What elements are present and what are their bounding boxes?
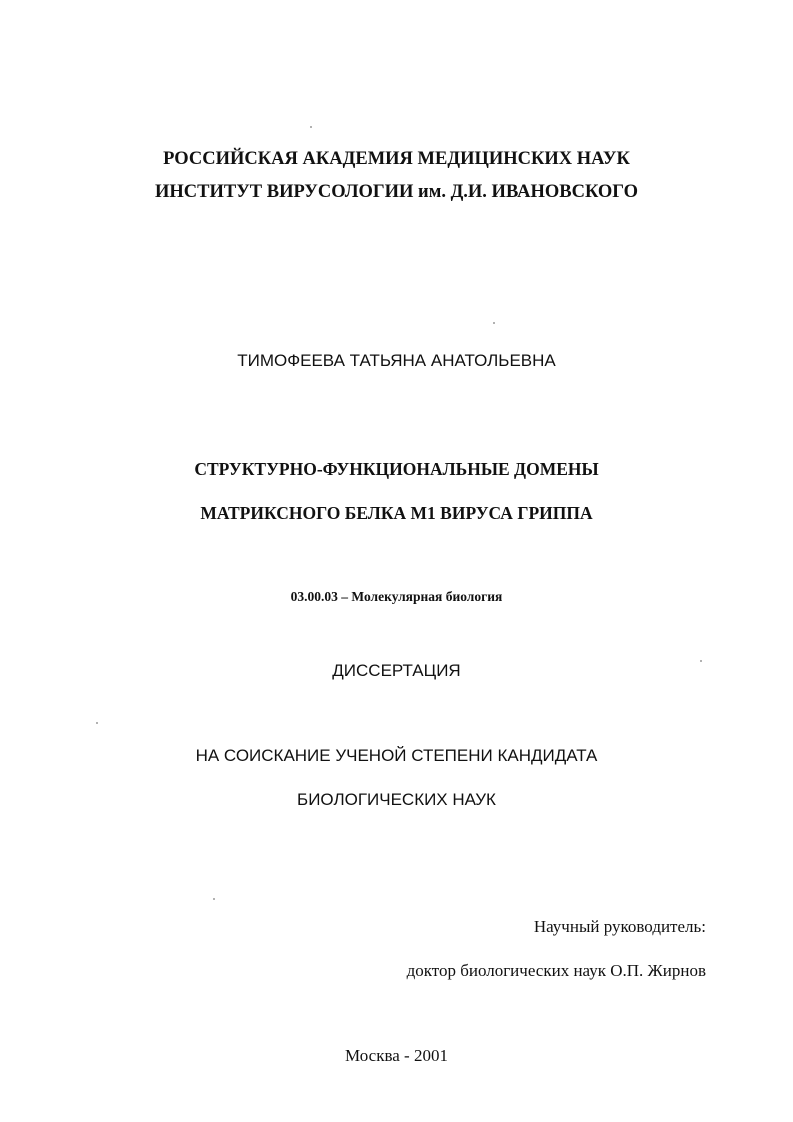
scan-speck — [700, 660, 702, 662]
scan-speck — [310, 126, 312, 128]
academy-name: РОССИЙСКАЯ АКАДЕМИЯ МЕДИЦИНСКИХ НАУК — [163, 149, 630, 169]
dissertation-title-line-2: МАТРИКСНОГО БЕЛКА М1 ВИРУСА ГРИППА — [200, 503, 593, 523]
degree-line-2: БИОЛОГИЧЕСКИХ НАУК — [297, 790, 496, 809]
document-type: ДИССЕРТАЦИЯ — [332, 661, 461, 680]
scan-speck — [213, 898, 215, 900]
scan-speck — [96, 722, 98, 724]
author-name: ТИМОФЕЕВА ТАТЬЯНА АНАТОЛЬЕВНА — [237, 351, 556, 370]
institute-name: ИНСТИТУТ ВИРУСОЛОГИИ им. Д.И. ИВАНОВСКОГО — [154, 182, 639, 202]
dissertation-title-line-1: СТРУКТУРНО-ФУНКЦИОНАЛЬНЫЕ ДОМЕНЫ — [194, 459, 599, 479]
scan-speck — [493, 322, 495, 324]
specialty-code: 03.00.03 – Молекулярная биология — [290, 589, 503, 604]
degree-line-1: НА СОИСКАНИЕ УЧЕНОЙ СТЕПЕНИ КАНДИДАТА — [195, 746, 598, 765]
city-year: Москва - 2001 — [345, 1046, 448, 1065]
supervisor-name: доктор биологических наук О.П. Жирнов — [406, 961, 706, 980]
supervisor-label: Научный руководитель: — [533, 917, 706, 936]
